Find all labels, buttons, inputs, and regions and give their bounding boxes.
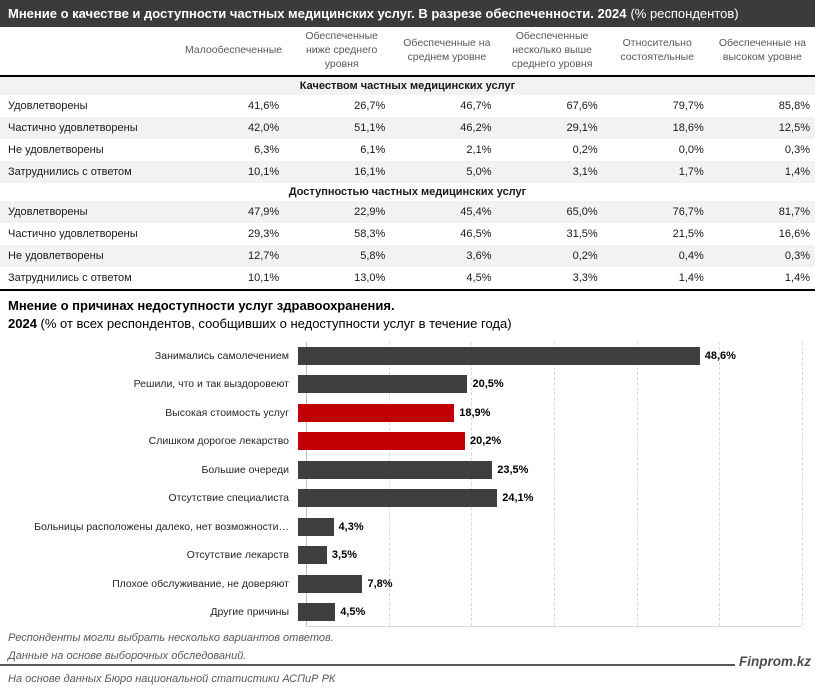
bar-value-label: 23,5% bbox=[497, 463, 529, 476]
bar bbox=[298, 432, 465, 450]
category-label: Слишком дорогое лекарство bbox=[148, 435, 289, 448]
brand-logo-text: Finprom.kz bbox=[738, 653, 811, 669]
main-title-bar bbox=[0, 0, 815, 27]
cell-value: 21,5% bbox=[672, 227, 704, 240]
main-title-units: (% респондентов) bbox=[630, 6, 739, 21]
cell-value: 31,5% bbox=[566, 227, 598, 240]
table-row bbox=[0, 95, 815, 117]
cell-value: 76,7% bbox=[672, 205, 704, 218]
bar bbox=[298, 546, 327, 564]
cell-value: 6,1% bbox=[360, 143, 386, 156]
cell-value: 12,5% bbox=[778, 121, 810, 134]
cell-value: 51,1% bbox=[354, 121, 386, 134]
section-header-1: Качеством частных медицинских услуг bbox=[0, 77, 815, 95]
cell-value: 2,1% bbox=[466, 143, 492, 156]
cell-value: 0,2% bbox=[572, 143, 598, 156]
cell-value: 10,1% bbox=[247, 165, 280, 178]
bar-value-label: 7,8% bbox=[367, 577, 393, 590]
cell-value: 46,5% bbox=[460, 227, 492, 240]
chart-bar-row bbox=[0, 456, 815, 485]
cell-value: 29,1% bbox=[566, 121, 598, 134]
bar-plot-area bbox=[298, 513, 794, 542]
cell-value: 5,0% bbox=[466, 165, 492, 178]
footer-note-2: Данные на основе выборочных обследований. bbox=[8, 649, 247, 662]
cell-value: 22,9% bbox=[354, 205, 386, 218]
chart-title-subtitle: (% от всех респондентов, сообщивших о недоступности услуг в течение года) bbox=[36, 315, 512, 331]
row-label: Удовлетворены bbox=[8, 99, 88, 112]
bar bbox=[298, 603, 335, 621]
cell-value: 46,2% bbox=[460, 121, 492, 134]
bar-value-label: 24,1% bbox=[502, 492, 534, 505]
chart-bar-row bbox=[0, 427, 815, 456]
footer bbox=[0, 630, 815, 692]
row-label: Не удовлетворены bbox=[8, 143, 104, 156]
table-body bbox=[0, 77, 815, 291]
table-row bbox=[0, 117, 815, 139]
cell-value: 6,3% bbox=[254, 143, 280, 156]
bar bbox=[298, 489, 497, 507]
cell-value: 0,3% bbox=[784, 143, 810, 156]
cell-value: 85,8% bbox=[778, 99, 810, 112]
chart-bar-row bbox=[0, 513, 815, 542]
cell-value: 81,7% bbox=[778, 205, 810, 218]
cell-value: 16,6% bbox=[778, 227, 810, 240]
bar-plot-area bbox=[298, 427, 794, 456]
chart-rows bbox=[0, 342, 815, 627]
chart-bar-row bbox=[0, 541, 815, 570]
cell-value: 58,3% bbox=[354, 227, 386, 240]
cell-value: 1,4% bbox=[678, 271, 704, 284]
column-header-3: Обеспеченные на среднем уровне bbox=[403, 36, 491, 63]
category-label: Отсутствие специалиста bbox=[168, 492, 289, 505]
cell-value: 3,6% bbox=[466, 249, 492, 262]
bar-chart bbox=[0, 342, 815, 627]
category-label: Высокая стоимость услуг bbox=[165, 406, 289, 419]
bar-plot-area bbox=[298, 456, 794, 485]
category-label: Большие очереди bbox=[201, 463, 289, 476]
category-label: Решили, что и так выздоровеют bbox=[133, 378, 289, 391]
cell-value: 42,0% bbox=[247, 121, 280, 134]
row-label: Частично удовлетворены bbox=[8, 227, 138, 240]
bar-value-label: 4,5% bbox=[340, 606, 366, 619]
cell-value: 4,5% bbox=[466, 271, 492, 284]
bar-plot-area bbox=[298, 541, 794, 570]
cell-value: 79,7% bbox=[672, 99, 704, 112]
table-row bbox=[0, 201, 815, 223]
column-header-5: Относительно состоятельные bbox=[620, 36, 695, 63]
footer-source: На основе данных Бюро национальной статистики АСПиР РК bbox=[8, 672, 336, 685]
cell-value: 67,6% bbox=[566, 99, 598, 112]
chart-title-line2 bbox=[8, 315, 815, 333]
column-header-1: Малообеспеченные bbox=[185, 43, 283, 56]
cell-value: 1,7% bbox=[678, 165, 704, 178]
bar-plot-area bbox=[298, 598, 794, 627]
chart-bar-row bbox=[0, 370, 815, 399]
chart-title-line1: Мнение о причинах недоступности услуг здравоохранения. bbox=[8, 297, 395, 313]
category-label: Больницы расположены далеко, нет возможности… bbox=[34, 520, 289, 533]
bar-plot-area bbox=[298, 370, 794, 399]
chart-bar-row bbox=[0, 484, 815, 513]
bar-value-label: 20,2% bbox=[469, 435, 502, 448]
column-header-6: Обеспеченные на высоком уровне bbox=[718, 36, 806, 63]
row-label: Частично удовлетворены bbox=[8, 121, 138, 134]
bar-value-label: 48,6% bbox=[704, 349, 736, 362]
cell-value: 26,7% bbox=[354, 99, 386, 112]
table-row bbox=[0, 161, 815, 183]
cell-value: 41,6% bbox=[247, 99, 280, 112]
bar-plot-area bbox=[298, 484, 794, 513]
cell-value: 47,9% bbox=[247, 205, 280, 218]
row-label: Затруднились с ответом bbox=[8, 165, 132, 178]
cell-value: 0,3% bbox=[784, 249, 810, 262]
category-label: Занимались самолечением bbox=[154, 349, 289, 362]
bar bbox=[298, 347, 700, 365]
chart-bar-row bbox=[0, 598, 815, 627]
column-header-2: Обеспеченные ниже среднего уровня bbox=[305, 30, 378, 70]
cell-value: 16,1% bbox=[354, 165, 386, 178]
main-title-text: Мнение о качестве и доступности частных медицинских услуг. В разрезе обеспеченности. 2024 bbox=[8, 6, 627, 21]
cell-value: 0,0% bbox=[678, 143, 704, 156]
cell-value: 46,7% bbox=[460, 99, 492, 112]
bar bbox=[298, 518, 334, 536]
bar bbox=[298, 575, 362, 593]
bar bbox=[298, 375, 467, 393]
footer-divider-line bbox=[0, 664, 735, 666]
row-label: Удовлетворены bbox=[8, 205, 88, 218]
bar bbox=[298, 404, 454, 422]
category-label: Отсутствие лекарств bbox=[186, 549, 289, 562]
chart-bar-row bbox=[0, 399, 815, 428]
category-label: Другие причины bbox=[210, 606, 289, 619]
bar-plot-area bbox=[298, 570, 794, 599]
table-column-headers bbox=[0, 27, 815, 77]
cell-value: 0,4% bbox=[678, 249, 704, 262]
category-label: Плохое обслуживание, не доверяют bbox=[112, 577, 289, 590]
cell-value: 13,0% bbox=[354, 271, 386, 284]
cell-value: 65,0% bbox=[566, 205, 598, 218]
cell-value: 18,6% bbox=[672, 121, 704, 134]
bar-value-label: 4,3% bbox=[338, 520, 364, 533]
table-row bbox=[0, 223, 815, 245]
bar-plot-area bbox=[298, 342, 794, 371]
bar-value-label: 3,5% bbox=[331, 549, 357, 562]
cell-value: 0,2% bbox=[572, 249, 598, 262]
bar-plot-area bbox=[298, 399, 794, 428]
cell-value: 45,4% bbox=[460, 205, 492, 218]
bar-value-label: 20,5% bbox=[472, 378, 504, 391]
cell-value: 5,8% bbox=[360, 249, 386, 262]
column-header-4: Обеспеченные несколько выше среднего уровня bbox=[511, 30, 593, 70]
table-row bbox=[0, 139, 815, 161]
chart-title-year: 2024 bbox=[8, 315, 37, 331]
table-row bbox=[0, 245, 815, 267]
section-header-2: Доступностью частных медицинских услуг bbox=[0, 183, 815, 201]
cell-value: 29,3% bbox=[247, 227, 280, 240]
chart-bar-row bbox=[0, 570, 815, 599]
cell-value: 12,7% bbox=[247, 249, 280, 262]
cell-value: 3,3% bbox=[572, 271, 598, 284]
cell-value: 3,1% bbox=[572, 165, 598, 178]
bar bbox=[298, 461, 492, 479]
row-label: Не удовлетворены bbox=[8, 249, 104, 262]
chart-title bbox=[8, 297, 815, 333]
footer-note-1: Респонденты могли выбрать несколько вариантов ответов. bbox=[8, 631, 334, 644]
cell-value: 10,1% bbox=[247, 271, 280, 284]
bar-value-label: 18,9% bbox=[459, 406, 491, 419]
row-label: Затруднились с ответом bbox=[8, 271, 132, 284]
cell-value: 1,4% bbox=[784, 271, 810, 284]
cell-value: 1,4% bbox=[784, 165, 810, 178]
table-row bbox=[0, 267, 815, 289]
chart-bar-row bbox=[0, 342, 815, 371]
